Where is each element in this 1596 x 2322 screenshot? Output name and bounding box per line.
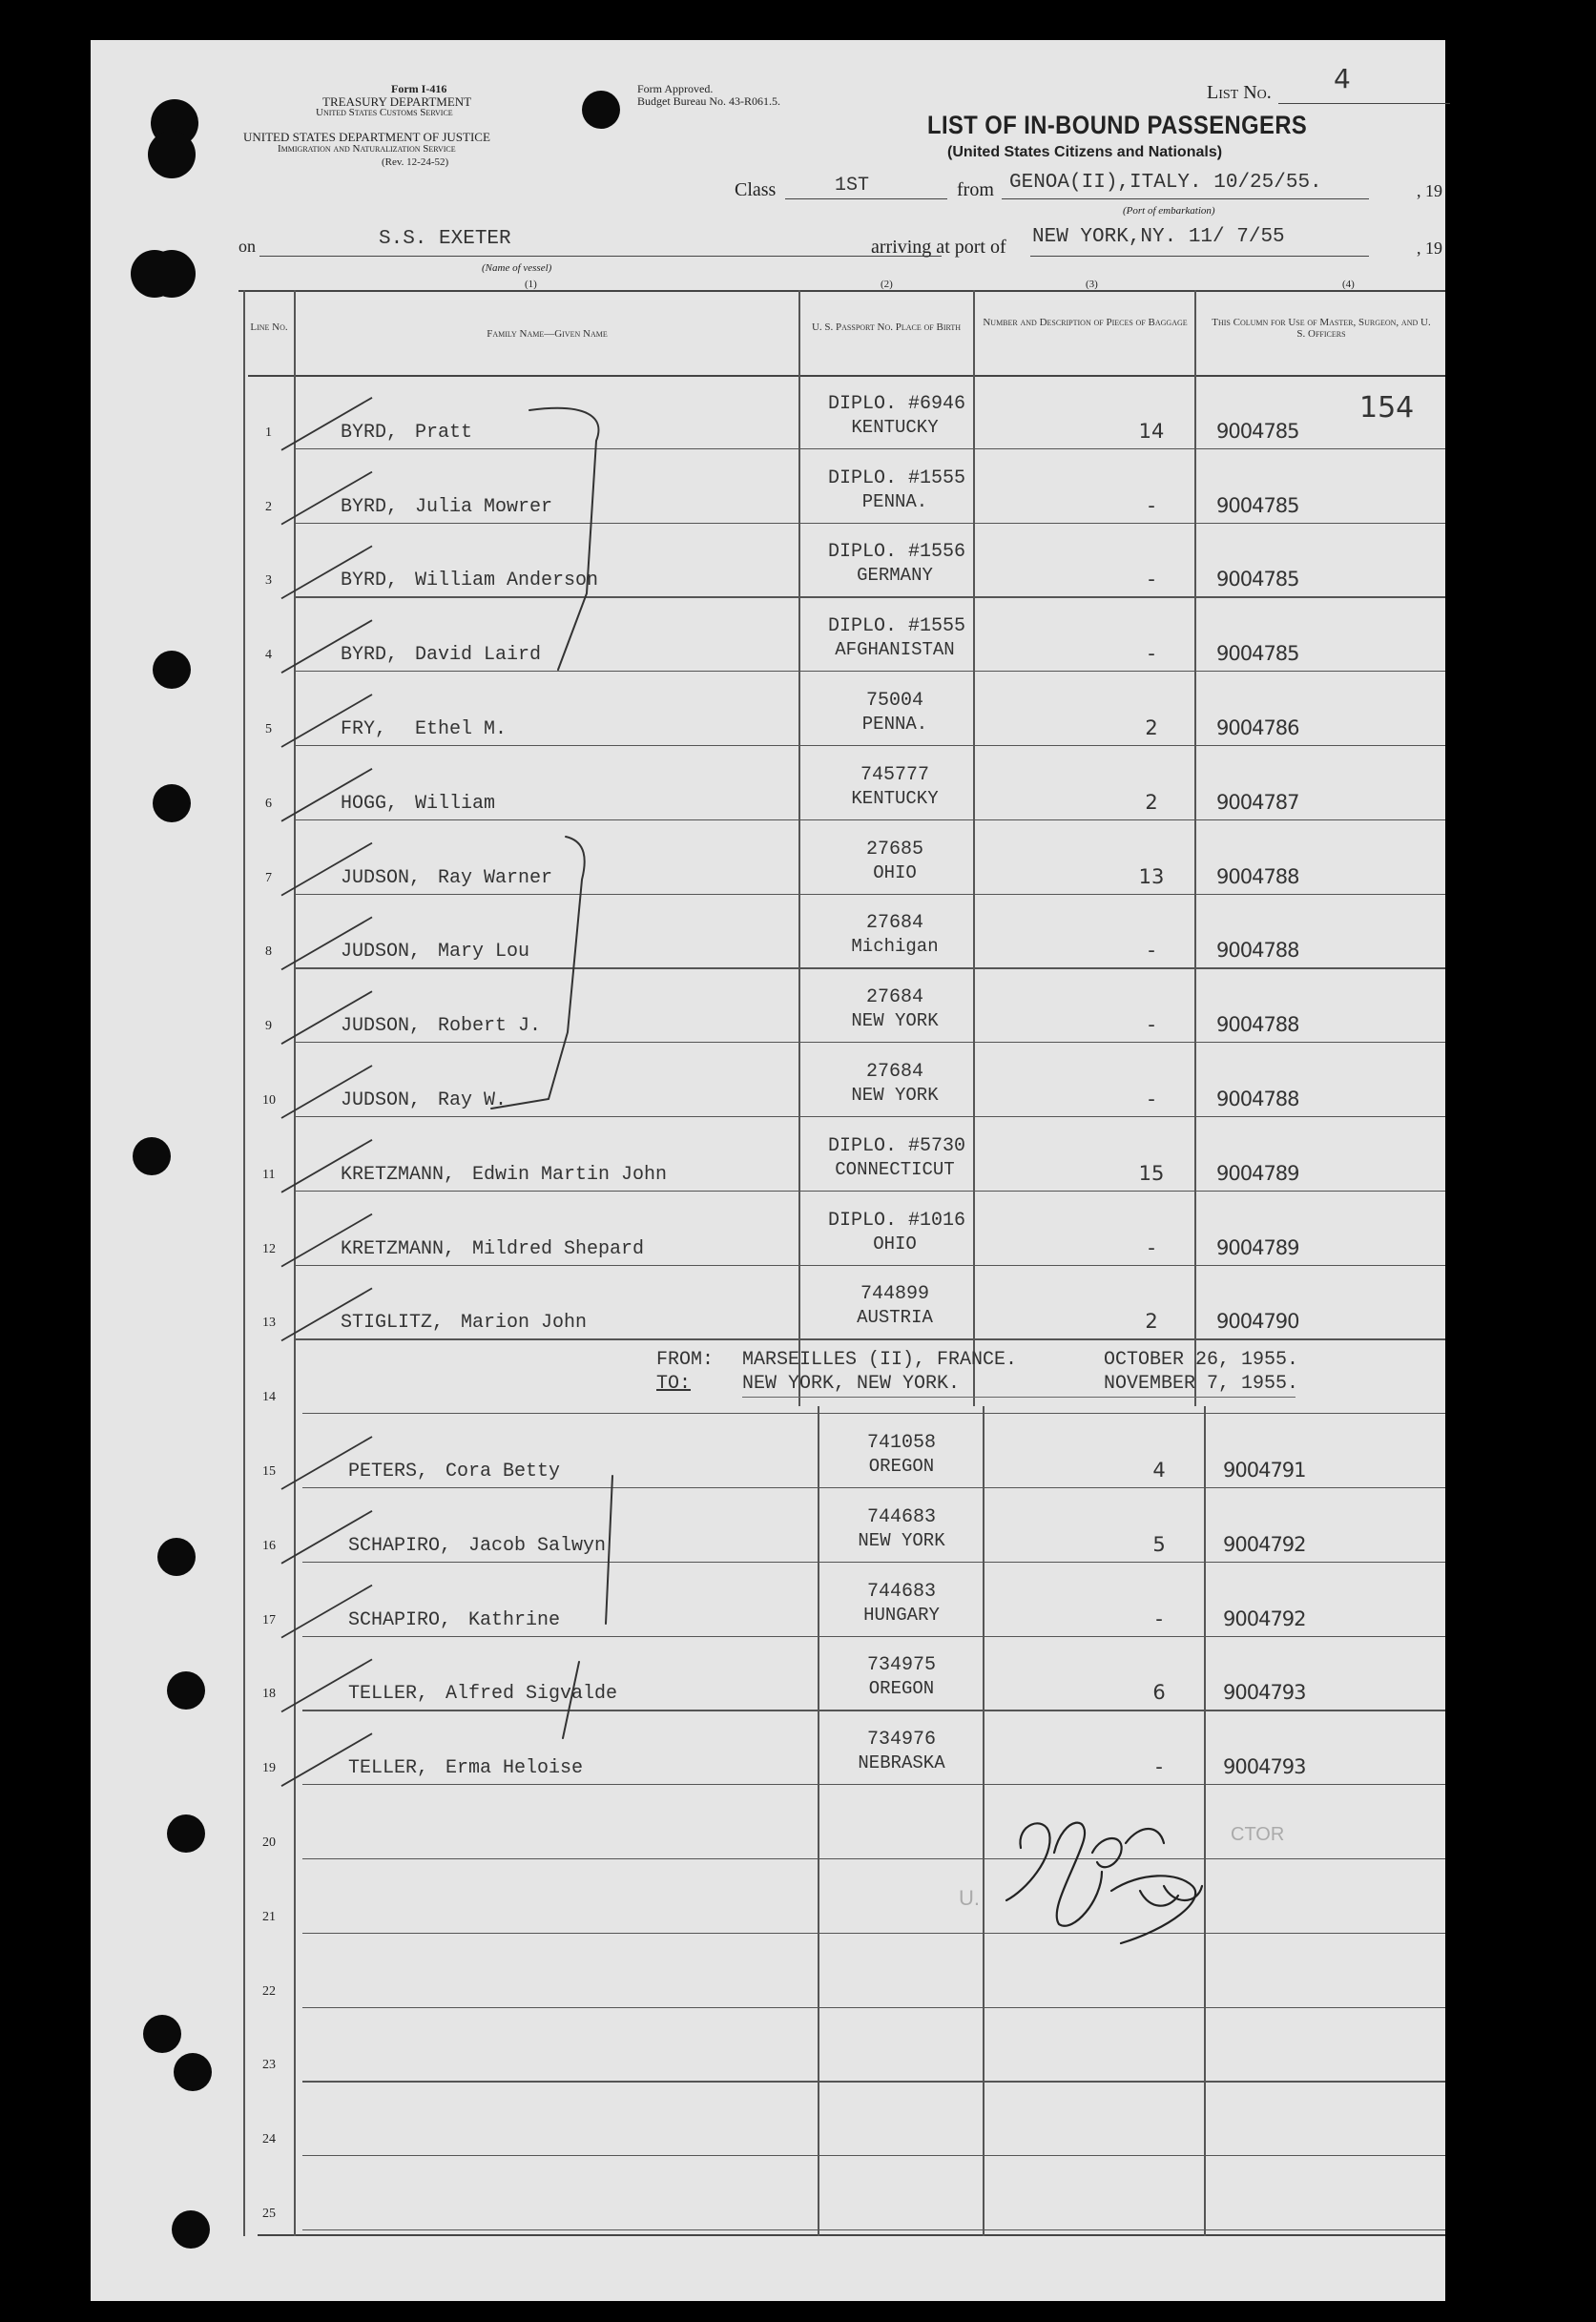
table-top-border bbox=[238, 290, 1445, 292]
punch-hole bbox=[157, 1538, 196, 1576]
passport-divider-lower bbox=[983, 1406, 985, 2236]
row-rule bbox=[296, 523, 1445, 524]
route-to-value: NEW YORK, NEW YORK. bbox=[742, 1373, 961, 1395]
arrival-value: NEW YORK,NY. 11/ 7/55 bbox=[1032, 226, 1285, 248]
row-officer-code: 9004788 bbox=[1216, 864, 1299, 888]
row-passport: 734976 bbox=[866, 1729, 936, 1752]
row-baggage: 6 bbox=[1152, 1681, 1166, 1705]
route-from-value: MARSEILLES (II), FRANCE. bbox=[742, 1349, 1018, 1371]
row-rule bbox=[302, 1636, 1445, 1637]
punch-hole bbox=[167, 1814, 205, 1853]
row-passport: 27684 bbox=[865, 912, 923, 935]
punch-hole bbox=[153, 784, 191, 822]
col-number-4: (4) bbox=[1342, 279, 1355, 290]
row-passport: DIPLO. #1016 bbox=[828, 1209, 966, 1232]
row-passport: 744683 bbox=[866, 1580, 936, 1603]
row-given-name: Ray Warner bbox=[438, 866, 553, 889]
immigration-service: Immigration and Naturalization Service bbox=[278, 143, 456, 155]
row-rule bbox=[296, 819, 1445, 820]
from-value: GENOA(II),ITALY. 10/25/55. bbox=[1009, 172, 1322, 194]
row-birthplace: OHIO bbox=[873, 1233, 917, 1254]
row-rule bbox=[296, 1191, 1445, 1192]
row-baggage: - bbox=[1148, 493, 1155, 517]
list-no-underline bbox=[1278, 103, 1450, 104]
row-officer-code: 9004786 bbox=[1216, 716, 1299, 739]
row-baggage: - bbox=[1148, 1235, 1155, 1259]
route-to-date: NOVEMBER 7, 1955. bbox=[1104, 1373, 1299, 1395]
stamp-text-left: U. bbox=[959, 1886, 980, 1910]
row-rule bbox=[296, 596, 1445, 597]
row-birthplace: KENTUCKY bbox=[851, 787, 939, 809]
row-birthplace: NEW YORK bbox=[851, 1085, 939, 1106]
row-passport: 27684 bbox=[865, 986, 923, 1009]
row-baggage: 5 bbox=[1152, 1532, 1166, 1556]
vessel-underline bbox=[259, 256, 942, 257]
row-officer-code: 9004788 bbox=[1216, 1013, 1299, 1037]
row-given-name: Mary Lou bbox=[438, 941, 530, 964]
row-passport: 734975 bbox=[866, 1654, 936, 1677]
punch-hole bbox=[153, 651, 191, 689]
row-rule bbox=[296, 671, 1445, 672]
row-birthplace: KENTUCKY bbox=[851, 416, 939, 438]
row-number: 18 bbox=[262, 1687, 276, 1702]
row-baggage: 14 bbox=[1138, 419, 1165, 443]
row-number: 2 bbox=[265, 499, 272, 514]
row-number: 10 bbox=[262, 1093, 276, 1108]
row-number: 16 bbox=[262, 1538, 276, 1553]
arriving-label: arriving at port of bbox=[871, 237, 1006, 258]
form-number: Form I-416 bbox=[391, 82, 447, 95]
row-rule bbox=[302, 2155, 1445, 2156]
row-number: 24 bbox=[262, 2132, 276, 2147]
row-birthplace: OREGON bbox=[868, 1678, 935, 1700]
row-officer-code: 9004785 bbox=[1216, 568, 1299, 591]
form-approved: Form Approved. bbox=[637, 82, 714, 95]
row-given-name: William Anderson bbox=[415, 570, 599, 592]
row-rule bbox=[302, 2229, 1445, 2230]
row-baggage: 2 bbox=[1145, 1310, 1158, 1334]
row-number: 20 bbox=[262, 1835, 276, 1850]
row-baggage: - bbox=[1148, 1013, 1155, 1037]
row-birthplace: Michigan bbox=[851, 936, 939, 958]
punch-hole bbox=[172, 2210, 210, 2249]
page-number: 154 bbox=[1359, 391, 1415, 425]
punch-hole bbox=[148, 131, 196, 178]
row-given-name: Robert J. bbox=[438, 1015, 542, 1038]
punch-hole bbox=[133, 1137, 171, 1175]
punch-hole bbox=[148, 250, 196, 298]
row-baggage: 2 bbox=[1145, 790, 1158, 814]
row-passport: 745777 bbox=[860, 763, 929, 786]
col-number-2: (2) bbox=[881, 279, 893, 290]
row-passport: 27684 bbox=[865, 1061, 923, 1083]
budget-bureau: Budget Bureau No. 43-R061.5. bbox=[637, 94, 780, 108]
row-family-name: SCHAPIRO, bbox=[348, 1608, 452, 1631]
row-passport: DIPLO. #5730 bbox=[828, 1134, 966, 1157]
row-given-name: William bbox=[415, 792, 496, 815]
row-family-name: BYRD, bbox=[341, 421, 399, 444]
row-birthplace: NEW YORK bbox=[851, 1010, 939, 1032]
row-officer-code: 9004787 bbox=[1216, 790, 1299, 814]
row-family-name: JUDSON, bbox=[341, 941, 422, 964]
punch-hole bbox=[167, 1671, 205, 1710]
row-rule bbox=[302, 1858, 1445, 1859]
row-number: 5 bbox=[265, 722, 272, 736]
stamp-text-right: CTOR bbox=[1231, 1824, 1285, 1845]
row-number: 21 bbox=[262, 1909, 276, 1924]
passport-divider bbox=[973, 290, 975, 1406]
row-given-name: David Laird bbox=[415, 644, 542, 667]
row-officer-code: 9004785 bbox=[1216, 493, 1299, 517]
class-underline bbox=[785, 198, 947, 199]
class-label: Class bbox=[735, 179, 777, 200]
row-baggage: - bbox=[1148, 642, 1155, 666]
header-name: Family Name—Given Name bbox=[487, 328, 608, 340]
row-officer-code: 9004785 bbox=[1216, 642, 1299, 666]
row-passport: DIPLO. #1555 bbox=[828, 615, 966, 638]
row-number: 1 bbox=[265, 425, 272, 440]
row-family-name: KRETZMANN, bbox=[341, 1237, 456, 1260]
row-family-name: SCHAPIRO, bbox=[348, 1534, 452, 1557]
row-rule bbox=[296, 745, 1445, 746]
row-birthplace: OREGON bbox=[868, 1456, 935, 1477]
row-number: 15 bbox=[262, 1464, 276, 1479]
row-officer-code: 9004788 bbox=[1216, 1088, 1299, 1110]
year-suffix: , 19 bbox=[1417, 181, 1442, 200]
row-rule bbox=[296, 1338, 1445, 1339]
route-from-label: FROM: bbox=[656, 1349, 715, 1371]
row-number: 9 bbox=[265, 1019, 272, 1034]
row-rule bbox=[296, 967, 1445, 968]
punch-hole bbox=[174, 2053, 212, 2091]
header-bottom-border bbox=[248, 375, 1445, 377]
header-line-no: Line No. bbox=[250, 321, 288, 333]
row-rule bbox=[302, 2007, 1445, 2008]
row-family-name: TELLER, bbox=[348, 1683, 429, 1706]
row-family-name: BYRD, bbox=[341, 495, 399, 518]
department-name: TREASURY DEPARTMENT bbox=[322, 94, 472, 109]
baggage-divider-lower bbox=[1204, 1406, 1206, 2236]
row-number: 4 bbox=[265, 648, 272, 663]
row-given-name: Pratt bbox=[415, 421, 473, 444]
row-passport: DIPLO. #1556 bbox=[828, 541, 966, 564]
row-number: 7 bbox=[265, 870, 272, 885]
row-baggage: - bbox=[1148, 568, 1155, 591]
row-baggage: - bbox=[1155, 1607, 1163, 1630]
row-family-name: BYRD, bbox=[341, 644, 399, 667]
row-birthplace: CONNECTICUT bbox=[835, 1158, 955, 1180]
arrival-year-suffix: , 19 bbox=[1417, 238, 1442, 258]
row-given-name: Ray W. bbox=[438, 1089, 508, 1111]
row-baggage: - bbox=[1148, 939, 1155, 963]
row-given-name: Ethel M. bbox=[415, 718, 508, 740]
list-no-value: 4 bbox=[1334, 63, 1351, 94]
row-rule bbox=[302, 1784, 1445, 1785]
row-given-name: Erma Heloise bbox=[446, 1757, 584, 1780]
header-baggage: Number and Description of Pieces of Baggage bbox=[983, 317, 1188, 328]
row-rule bbox=[296, 1265, 1445, 1266]
form-sheet bbox=[91, 40, 1445, 2301]
row-passport: DIPLO. #6946 bbox=[828, 392, 966, 415]
row-rule bbox=[302, 1933, 1445, 1934]
punch-hole bbox=[582, 91, 620, 129]
row-birthplace: AFGHANISTAN bbox=[835, 639, 955, 661]
form-revision: (Rev. 12-24-52) bbox=[382, 156, 449, 168]
route-from-date: OCTOBER 26, 1955. bbox=[1104, 1349, 1299, 1371]
page-title: LIST OF IN-BOUND PASSENGERS bbox=[927, 111, 1308, 139]
header-passport: U. S. Passport No. Place of Birth bbox=[811, 321, 962, 333]
row-number: 11 bbox=[262, 1167, 276, 1182]
row-number: 19 bbox=[262, 1761, 276, 1776]
row-rule bbox=[302, 1487, 1445, 1488]
header-officers: This Column for Use of Master, Surgeon, and U. S. Officers bbox=[1212, 317, 1431, 340]
col-number-1: (1) bbox=[525, 279, 537, 290]
row-birthplace: GERMANY bbox=[857, 565, 933, 587]
from-underline bbox=[1002, 198, 1369, 199]
line-no-divider bbox=[294, 290, 296, 2236]
class-value: 1ST bbox=[835, 175, 870, 197]
row-family-name: TELLER, bbox=[348, 1757, 429, 1780]
row-passport: 744899 bbox=[860, 1283, 929, 1306]
row-officer-code: 9004788 bbox=[1216, 939, 1299, 963]
row-birthplace: PENNA. bbox=[861, 490, 928, 512]
row-birthplace: HUNGARY bbox=[863, 1604, 940, 1626]
row-rule bbox=[296, 894, 1445, 895]
row-number: 23 bbox=[262, 2058, 276, 2073]
port-embarkation-caption: (Port of embarkation) bbox=[1123, 205, 1215, 217]
row-rule bbox=[296, 1116, 1445, 1117]
row-given-name: Cora Betty bbox=[446, 1461, 561, 1482]
row-officer-code: 9004793 bbox=[1223, 1755, 1306, 1779]
col-number-3: (3) bbox=[1086, 279, 1098, 290]
row-given-name: Julia Mowrer bbox=[415, 495, 553, 518]
row-passport: DIPLO. #1555 bbox=[828, 466, 966, 489]
row-given-name: Jacob Salwyn bbox=[468, 1534, 607, 1557]
list-no-label: List No. bbox=[1207, 82, 1272, 103]
row-rule bbox=[302, 2081, 1445, 2082]
row-birthplace: NEW YORK bbox=[858, 1529, 945, 1551]
punch-hole bbox=[143, 2015, 181, 2053]
row-officer-code: 9004789 bbox=[1216, 1235, 1299, 1259]
name-divider bbox=[798, 290, 800, 1406]
row-given-name: Marion John bbox=[461, 1312, 588, 1335]
row-birthplace: OHIO bbox=[873, 861, 917, 883]
row-number: 3 bbox=[265, 573, 272, 589]
table-left-border bbox=[243, 290, 245, 2236]
route-to-label: TO: bbox=[656, 1373, 692, 1395]
on-label: on bbox=[238, 237, 256, 256]
row-birthplace: NEBRASKA bbox=[858, 1752, 945, 1774]
row-rule bbox=[302, 1562, 1445, 1563]
justice-department: UNITED STATES DEPARTMENT OF JUSTICE bbox=[243, 130, 490, 144]
row-number: 22 bbox=[262, 1983, 276, 1999]
page-subtitle: (United States Citizens and Nationals) bbox=[947, 144, 1223, 160]
row-officer-code: 9004785 bbox=[1216, 419, 1299, 443]
row-baggage: 15 bbox=[1138, 1161, 1165, 1185]
row-rule bbox=[296, 448, 1445, 449]
row-family-name: JUDSON, bbox=[341, 866, 422, 889]
row-number: 25 bbox=[262, 2207, 276, 2221]
row-birthplace: AUSTRIA bbox=[857, 1307, 933, 1329]
row-passport: 75004 bbox=[865, 690, 923, 712]
row-officer-code: 9004789 bbox=[1216, 1161, 1299, 1185]
row-baggage: - bbox=[1148, 1088, 1155, 1110]
row-family-name: HOGG, bbox=[341, 792, 399, 815]
row-baggage: 4 bbox=[1152, 1459, 1166, 1482]
row-rule bbox=[302, 1413, 1445, 1414]
row-number: 6 bbox=[265, 796, 272, 811]
baggage-divider bbox=[1194, 290, 1196, 1406]
from-label: from bbox=[957, 179, 994, 200]
row-baggage: - bbox=[1155, 1755, 1163, 1779]
route-underline bbox=[742, 1397, 1295, 1398]
row-officer-code: 9004791 bbox=[1223, 1459, 1306, 1482]
row-given-name: Alfred Sigvalde bbox=[446, 1683, 618, 1706]
table-bottom-border bbox=[258, 2234, 1445, 2236]
row-passport: 27685 bbox=[865, 838, 923, 860]
row-number: 17 bbox=[262, 1612, 276, 1627]
vessel-value: S.S. EXETER bbox=[379, 228, 511, 250]
row-baggage: 2 bbox=[1145, 716, 1158, 739]
row-number: 12 bbox=[262, 1241, 276, 1256]
row-officer-code: 9004792 bbox=[1223, 1607, 1306, 1630]
official-signature bbox=[1006, 1823, 1202, 1943]
row-given-name: Edwin Martin John bbox=[472, 1163, 668, 1186]
row-number: 14 bbox=[262, 1390, 276, 1405]
row-family-name: JUDSON, bbox=[341, 1015, 422, 1038]
row-given-name: Mildred Shepard bbox=[472, 1237, 645, 1260]
row-officer-code: 9004792 bbox=[1223, 1532, 1306, 1556]
row-number: 8 bbox=[265, 944, 272, 960]
row-birthplace: PENNA. bbox=[861, 714, 928, 735]
row-number: 13 bbox=[262, 1316, 276, 1331]
name-divider-lower bbox=[818, 1406, 819, 2236]
row-rule bbox=[296, 1042, 1445, 1043]
row-baggage: 13 bbox=[1138, 864, 1165, 888]
row-given-name: Kathrine bbox=[468, 1608, 561, 1631]
row-family-name: KRETZMANN, bbox=[341, 1163, 456, 1186]
row-family-name: FRY, bbox=[341, 718, 387, 740]
row-family-name: BYRD, bbox=[341, 570, 399, 592]
customs-service: United States Customs Service bbox=[316, 107, 453, 118]
arrival-underline bbox=[1030, 256, 1369, 257]
vessel-caption: (Name of vessel) bbox=[482, 262, 552, 274]
row-family-name: PETERS, bbox=[348, 1461, 429, 1482]
row-passport: 741058 bbox=[866, 1432, 936, 1454]
row-family-name: STIGLITZ, bbox=[341, 1312, 445, 1335]
bracket-mark-schapiro bbox=[606, 1476, 612, 1624]
row-officer-code: 9004793 bbox=[1223, 1681, 1306, 1705]
row-family-name: JUDSON, bbox=[341, 1089, 422, 1111]
row-passport: 744683 bbox=[866, 1505, 936, 1528]
row-officer-code: 9004790 bbox=[1216, 1310, 1299, 1334]
